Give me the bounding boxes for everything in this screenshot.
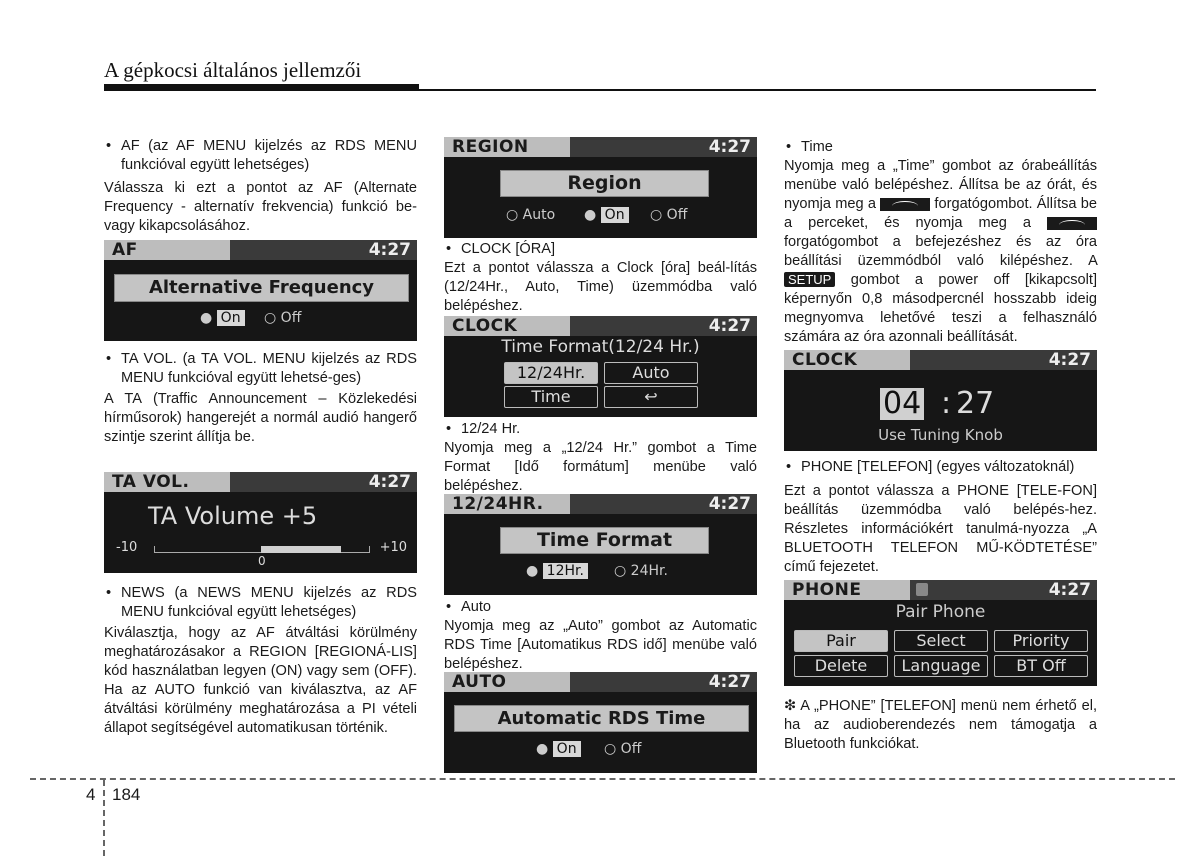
screen-clock: 4:27 — [708, 316, 751, 336]
news-bullet: • NEWS (a NEWS MENU kijelzés az RDS MENU funkcióval együtt lehetséges) — [104, 584, 417, 622]
footer-dashed-rule — [30, 778, 1175, 780]
af-text: Válassza ki ezt a pontot az AF (Alternate Frequency - alternatív frekvencia) funkció be- vagy kikapcsolásához. — [104, 180, 417, 234]
column-1-news — [104, 584, 417, 738]
screen-title: AUTO — [444, 672, 570, 692]
ta-bullet: • TA VOL. (a TA VOL. MENU kijelzés az RDS MENU funkcióval együtt lehetsé-ges) — [104, 350, 417, 388]
af-off-option: ○ Off — [264, 310, 302, 326]
btn-language: Language — [894, 655, 988, 677]
ta-volume-screen — [104, 472, 417, 573]
screen-clock: 4:27 — [368, 472, 411, 492]
ta-volume-fill — [261, 546, 341, 553]
chapter-number: 4 — [86, 785, 96, 804]
ta-text: A TA (Traffic Announcement – Közlekedési hírműsorok) hangerejét a normál audió hangerő szintje szerint állítja be. — [104, 391, 417, 445]
ta-volume-label: TA Volume +5 — [148, 502, 318, 530]
screen-clock: 4:27 — [1048, 580, 1091, 600]
auto-text: Nyomja meg az „Auto” gombot az Automatic RDS Time [Automatikus RDS idő] menübe való belépéshez. — [444, 618, 757, 672]
column-1-ta — [104, 350, 417, 447]
time-text: Nyomja meg a „Time” gombot az órabeállítás menübe való belépéshez. Állítsa be az órát, és nyomja meg a forgatógombot. Állítsa be a perceket, és nyomja meg a forgatógombot a befejezéshez és az óra beállítási üzemmódból való kilépéshez. A SETUP gombot a power off [kikapcsolt] képernyőn 0,8 másodpercnél hosszabb ideig megnyomva lehetővé teszi a felhasználó számára az óra azonnali beállítását. — [784, 158, 1098, 345]
screen-title: AF — [104, 240, 230, 260]
auto-on-option: ● On — [536, 741, 581, 757]
time-bullet: • Time — [784, 138, 1097, 157]
column-1 — [104, 137, 417, 236]
btn-delete: Delete — [794, 655, 888, 677]
news-text: Kiválasztja, hogy az AF átváltási körülmény meghatározásakor a REGION [REGIONÁ-LIS] kód használatban legyen (ON) vagy sem (OFF). Ha az AUTO funkció van kiválasztva, az AF átváltási körülmény meghatározása a PI vételi állapot segítségével automatikusan történik. — [104, 625, 417, 736]
af-bullet: • AF (az AF MENU kijelzés az RDS MENU funkcióval együtt lehetséges) — [104, 137, 417, 175]
btn-priority: Priority — [994, 630, 1088, 652]
ta-max-label: +10 — [379, 540, 407, 555]
phone-screen — [784, 580, 1097, 686]
column-2-clock — [444, 240, 757, 316]
bluetooth-icon — [916, 583, 928, 596]
clock-menu-header: Time Format(12/24 Hr.) — [501, 337, 700, 357]
screen-clock: 4:27 — [708, 137, 751, 157]
region-screen — [444, 137, 757, 238]
region-off-option: ○ Off — [650, 207, 688, 223]
phone-text: Ezt a pontot válassza a PHONE [TELE-FON] beállítás üzemmódba való belépés-hez. Részletes információkért tanulmá-nyozza „A BLUETOOTH TELEFON MŰ-KÖDTETÉSE” című fejezetet. — [784, 483, 1097, 575]
header-rule-thick — [104, 84, 419, 91]
screen-title: TA VOL. — [104, 472, 230, 492]
opt-24hr: ○ 24Hr. — [614, 563, 668, 579]
auto-bullet: • Auto — [444, 598, 757, 617]
clock-hour: 04 — [880, 388, 924, 420]
screen-title: REGION — [444, 137, 570, 157]
region-auto-option: ○ Auto — [506, 207, 556, 223]
column-3-phone — [784, 458, 1097, 577]
time-format-box: Time Format — [500, 527, 709, 554]
phone-header: Pair Phone — [895, 602, 986, 622]
time-format-screen — [444, 494, 757, 595]
clock-menu-screen — [444, 316, 757, 417]
af-option-box: Alternative Frequency — [114, 274, 409, 302]
page-header-title: A gépkocsi általános jellemzői — [104, 58, 362, 82]
clock-text: Ezt a pontot válassza a Clock [óra] beál-lítás (12/24Hr., Auto, Time) üzemmódba való belépéshez. — [444, 260, 757, 314]
screen-title: CLOCK — [784, 350, 910, 370]
region-on-option: ● On — [584, 207, 629, 223]
page-number: 184 — [112, 785, 141, 804]
auto-rds-screen — [444, 672, 757, 773]
screen-clock: 4:27 — [708, 672, 751, 692]
hr-text: Nyomja meg a „12/24 Hr.” gombot a Time Format [Idő formátum] menübe való belépéshez. — [444, 440, 757, 494]
header-rule-thin — [419, 89, 1096, 91]
hr-bullet: • 12/24 Hr. — [444, 420, 757, 439]
screen-title: CLOCK — [444, 316, 570, 336]
opt-12hr: ● 12Hr. — [526, 563, 588, 579]
region-option-box: Region — [500, 170, 709, 197]
phone-note: ❇ A „PHONE” [TELEFON] menü nem érhető el, ha az audioberendezés nem támogatja a Bluetooth funkciókat. — [784, 698, 1097, 752]
clock-bullet: • CLOCK [ÓRA] — [444, 240, 757, 259]
btn-time: Time — [504, 386, 598, 408]
screen-clock: 4:27 — [708, 494, 751, 514]
footer-dashed-divider — [103, 780, 105, 856]
btn-pair: Pair — [794, 630, 888, 652]
screen-clock: 4:27 — [1048, 350, 1091, 370]
btn-select: Select — [894, 630, 988, 652]
btn-bt-off: BT Off — [994, 655, 1088, 677]
btn-auto: Auto — [604, 362, 698, 384]
column-3-time — [784, 138, 1097, 347]
clock-minute: 27 — [956, 386, 995, 421]
clock-hint: Use Tuning Knob — [878, 426, 1003, 444]
column-2-hr — [444, 420, 757, 496]
phone-bullet: • PHONE [TELEFON] (egyes változatoknál) — [784, 458, 1097, 477]
screen-clock: 4:27 — [368, 240, 411, 260]
btn-12-24hr: 12/24Hr. — [504, 362, 598, 384]
clock-colon: : — [941, 386, 952, 421]
ta-zero-label: 0 — [258, 554, 266, 568]
screen-title: PHONE — [784, 580, 910, 600]
screen-title: 12/24HR. — [444, 494, 570, 514]
ta-min-label: -10 — [116, 540, 138, 555]
column-3-note — [784, 697, 1097, 754]
btn-back: ↩ — [604, 386, 698, 408]
knob-icon — [1047, 217, 1097, 230]
auto-off-option: ○ Off — [604, 741, 642, 757]
clock-set-screen — [784, 350, 1097, 451]
auto-rds-box: Automatic RDS Time — [454, 705, 749, 732]
setup-button-icon: SETUP — [784, 272, 835, 287]
column-2-auto — [444, 598, 757, 674]
af-on-option: ● On — [200, 310, 245, 326]
af-screen — [104, 240, 417, 341]
knob-icon — [880, 198, 930, 211]
